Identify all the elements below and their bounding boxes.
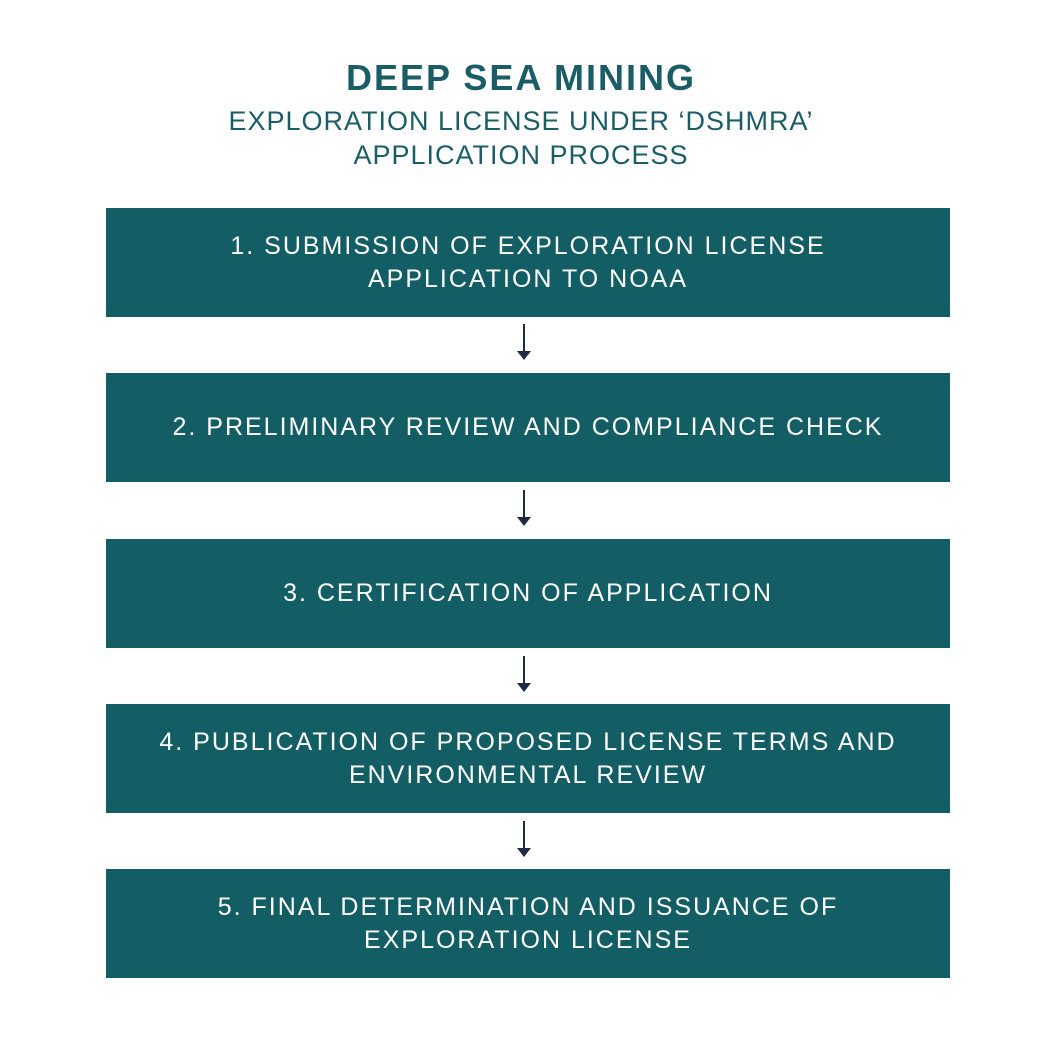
arrow-down-icon (514, 819, 534, 859)
step-3-label: 3. CERTIFICATION OF APPLICATION (283, 579, 773, 607)
step-5-label: 5. FINAL DETERMINATION AND ISSUANCE OF EXPLORATION LICENSE (217, 892, 839, 954)
step-1-label: 1. SUBMISSION OF EXPLORATION LICENSE APPLICATION TO NOAA (230, 231, 826, 293)
step-4-box (106, 704, 950, 813)
step-2-box (106, 373, 950, 482)
diagram-title: DEEP SEA MINING (345, 57, 697, 98)
step-1-box (106, 208, 950, 317)
step-3-box (106, 539, 950, 648)
arrow-down-icon (514, 488, 534, 528)
diagram-subtitle-line-2: APPLICATION PROCESS (353, 140, 689, 170)
diagram-subtitle-line-1: EXPLORATION LICENSE UNDER ‘DSHMRA’ (228, 106, 814, 136)
step-5-box (106, 869, 950, 978)
arrow-down-icon (514, 322, 534, 362)
arrow-down-icon (514, 654, 534, 694)
step-2-label: 2. PRELIMINARY REVIEW AND COMPLIANCE CHECK (172, 413, 884, 441)
step-4-label: 4. PUBLICATION OF PROPOSED LICENSE TERMS AND ENVIRONMENTAL REVIEW (159, 727, 897, 789)
